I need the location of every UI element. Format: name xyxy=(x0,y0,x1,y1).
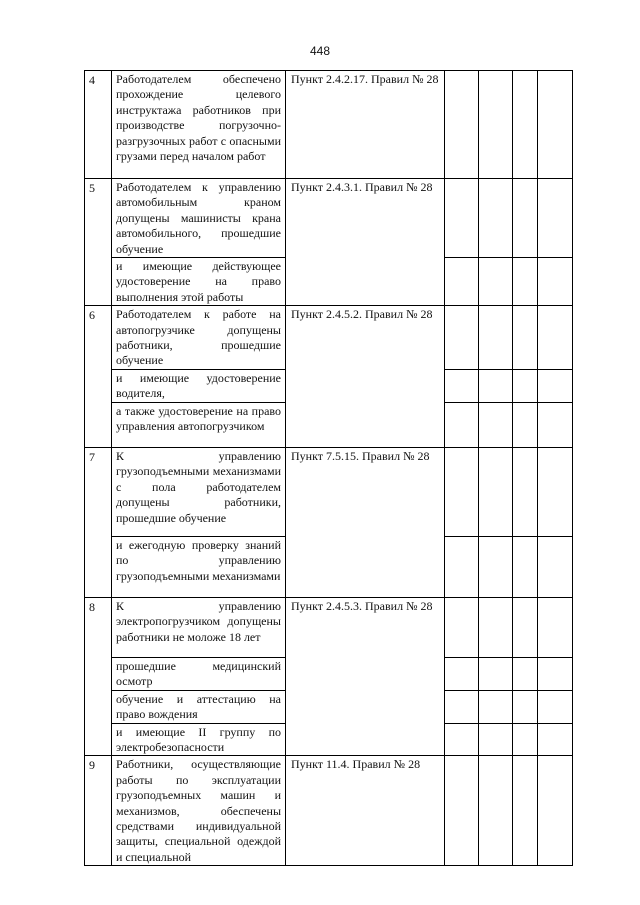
answer-cell xyxy=(445,657,479,690)
answer-cell xyxy=(513,369,538,402)
answer-cell xyxy=(538,597,573,657)
answer-cell xyxy=(445,723,479,756)
answer-cell xyxy=(513,690,538,723)
table-row xyxy=(85,597,573,657)
requirement-cell xyxy=(112,306,286,370)
requirement-text: и имеющие действующее удостоверение на право выполнения этой работы xyxy=(116,259,281,304)
answer-cell xyxy=(538,690,573,723)
answer-cell xyxy=(479,258,513,306)
answer-cell xyxy=(538,402,573,447)
reference-cell xyxy=(286,597,445,755)
row-number: 9 xyxy=(85,756,112,866)
reference-cell xyxy=(286,71,445,179)
answer-cell xyxy=(479,657,513,690)
table-row xyxy=(85,306,573,370)
answer-cell xyxy=(479,306,513,370)
answer-cell xyxy=(479,71,513,179)
page-number: 448 xyxy=(309,44,331,58)
requirement-cell xyxy=(112,258,286,306)
answer-cell xyxy=(445,179,479,258)
row-number: 8 xyxy=(85,597,112,755)
requirement-text: а также удостоверение на право управления автопогрузчиком xyxy=(116,403,281,434)
reference-cell xyxy=(286,179,445,306)
answer-cell xyxy=(479,369,513,402)
answer-cell xyxy=(445,306,479,370)
requirement-text: К управлению электропогрузчиком допущены работники не моложе 18 лет xyxy=(116,598,281,644)
answer-cell xyxy=(513,258,538,306)
answer-cell xyxy=(513,306,538,370)
reference-text: Пункт 2.4.5.3. Правил № 28 xyxy=(291,598,433,613)
requirement-cell xyxy=(112,690,286,723)
requirement-text: и ежегодную проверку знаний по управлению грузоподъемными механизмами xyxy=(116,537,281,583)
answer-cell xyxy=(513,402,538,447)
answer-cell xyxy=(445,756,479,866)
answer-cell xyxy=(513,597,538,657)
requirement-text: и имеющие удостоверение водителя, xyxy=(116,370,281,401)
row-number: 5 xyxy=(85,179,112,306)
answer-cell xyxy=(513,723,538,756)
answer-cell xyxy=(513,71,538,179)
answer-cell xyxy=(445,71,479,179)
requirement-text: обучение и аттестацию на право вождения xyxy=(116,691,281,722)
answer-cell xyxy=(513,536,538,597)
requirement-text: Работодателем к управлению автомобильным краном допущены машинисты крана автомобильного, прошедшие обучение xyxy=(116,180,281,256)
row-number: 4 xyxy=(85,71,112,179)
answer-cell xyxy=(538,756,573,866)
row-number: 6 xyxy=(85,306,112,448)
requirement-text: Работодателем обеспечено прохождение целевого инструктажа работников при производстве погрузочно-разгрузочных работ с опасными грузами перед началом работ xyxy=(116,72,281,164)
requirement-cell xyxy=(112,179,286,258)
answer-cell xyxy=(513,756,538,866)
table-row xyxy=(85,71,573,179)
answer-cell xyxy=(479,597,513,657)
answer-cell xyxy=(445,447,479,536)
reference-text: Пункт 11.4. Правил № 28 xyxy=(291,757,421,772)
table-row xyxy=(85,179,573,258)
requirement-cell xyxy=(112,723,286,756)
requirement-text: К управлению грузоподъемными механизмами с пола работодателем допущены работники, прошедшие обучение xyxy=(116,448,281,525)
answer-cell xyxy=(538,258,573,306)
requirement-text: Работники, осуществляющие работы по эксплуатации грузоподъемных машин и механизмов, обеспечены средствами индивидуальной защиты, специальной одеждой и специальной xyxy=(116,757,281,864)
answer-cell xyxy=(479,723,513,756)
answer-cell xyxy=(479,447,513,536)
answer-cell xyxy=(479,402,513,447)
answer-cell xyxy=(538,306,573,370)
requirement-cell xyxy=(112,71,286,179)
requirement-cell xyxy=(112,756,286,866)
reference-cell xyxy=(286,447,445,597)
answer-cell xyxy=(445,597,479,657)
answer-cell xyxy=(538,723,573,756)
answer-cell xyxy=(513,657,538,690)
answer-cell xyxy=(513,179,538,258)
answer-cell xyxy=(538,536,573,597)
requirement-text: Работодателем к работе на автопогрузчике допущены работники, прошедшие обучение xyxy=(116,307,281,368)
requirement-text: прошедшие медицинский осмотр xyxy=(116,658,281,689)
answer-cell xyxy=(513,447,538,536)
reference-cell xyxy=(286,756,445,866)
requirement-cell xyxy=(112,536,286,597)
reference-text: Пункт 2.4.3.1. Правил № 28 xyxy=(291,180,433,194)
reference-text: Пункт 2.4.2.17. Правил № 28 xyxy=(291,72,439,86)
requirement-cell xyxy=(112,402,286,447)
table-row xyxy=(85,447,573,536)
reference-cell xyxy=(286,306,445,448)
answer-cell xyxy=(479,690,513,723)
requirement-text: и имеющие II группу по электробезопасности xyxy=(116,724,281,754)
table-row xyxy=(85,756,573,866)
reference-text: Пункт 7.5.15. Правил № 28 xyxy=(291,448,430,463)
requirement-cell xyxy=(112,447,286,536)
answer-cell xyxy=(445,690,479,723)
requirement-cell xyxy=(112,657,286,690)
answer-cell xyxy=(479,536,513,597)
checklist-table xyxy=(84,70,573,866)
answer-cell xyxy=(538,447,573,536)
answer-cell xyxy=(445,369,479,402)
answer-cell xyxy=(538,369,573,402)
answer-cell xyxy=(445,536,479,597)
answer-cell xyxy=(538,179,573,258)
requirement-cell xyxy=(112,597,286,657)
row-number: 7 xyxy=(85,447,112,597)
answer-cell xyxy=(538,657,573,690)
answer-cell xyxy=(538,71,573,179)
reference-text: Пункт 2.4.5.2. Правил № 28 xyxy=(291,307,433,322)
requirement-cell xyxy=(112,369,286,402)
answer-cell xyxy=(445,402,479,447)
answer-cell xyxy=(479,179,513,258)
answer-cell xyxy=(445,258,479,306)
answer-cell xyxy=(479,756,513,866)
